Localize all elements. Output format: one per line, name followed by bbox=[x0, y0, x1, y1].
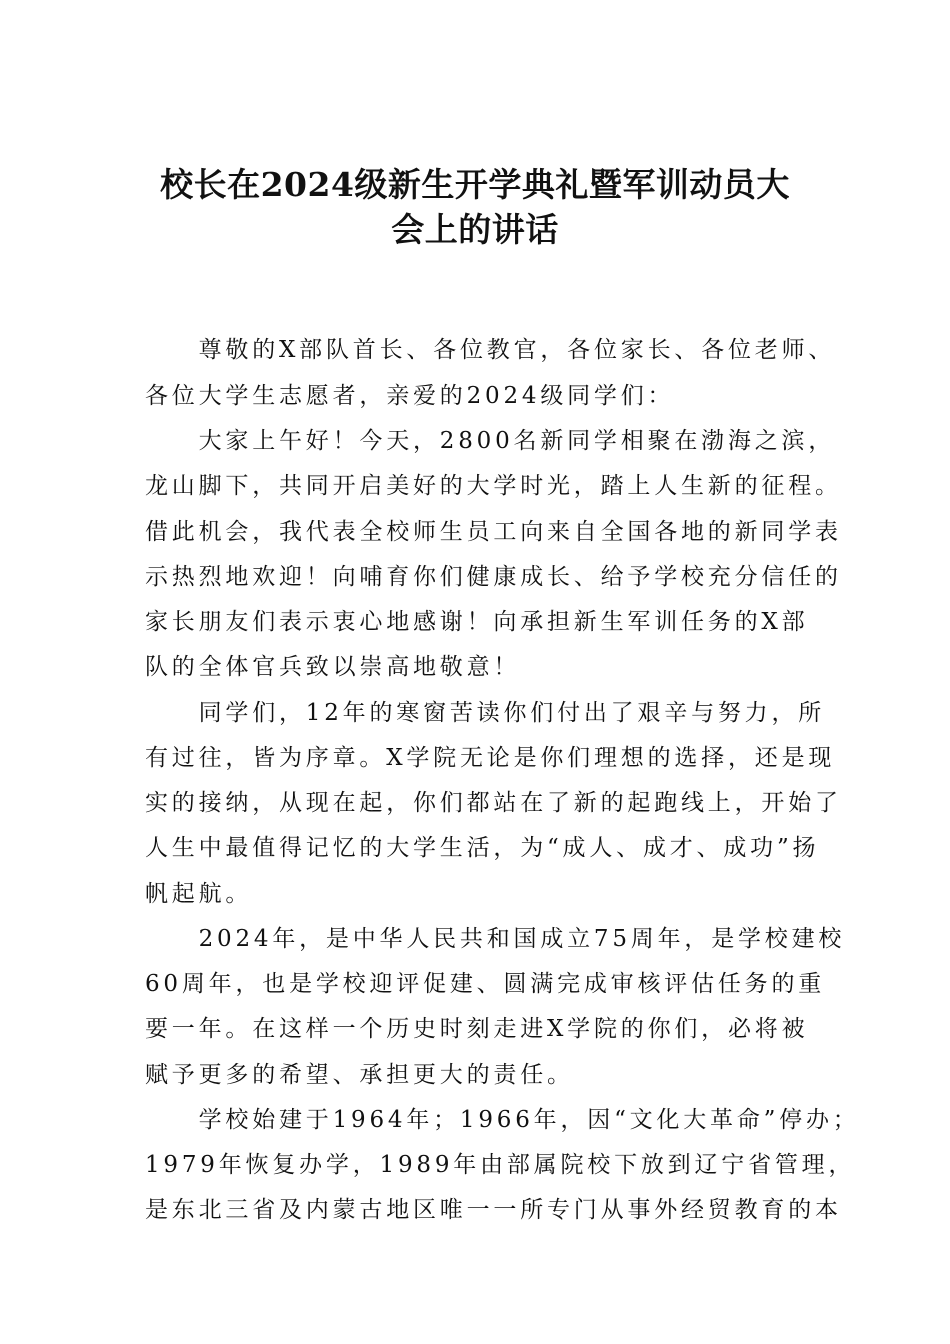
body-line: 家长朋友们表示衷心地感谢！向承担新生军训任务的X部 bbox=[145, 609, 809, 635]
body-line: 要一年。在这样一个历史时刻走进X学院的你们，必将被 bbox=[145, 1016, 809, 1042]
body-line: 各位大学生志愿者，亲爱的2024级同学们： bbox=[145, 383, 675, 409]
document-title-line-2: 会上的讲话 bbox=[391, 210, 559, 249]
body-line: 人生中最值得记忆的大学生活，为“成人、成才、成功”扬 bbox=[145, 835, 820, 861]
body-line: 学校始建于1964年；1966年，因“文化大革命”停办； bbox=[145, 1107, 860, 1133]
body-line: 帆起航。 bbox=[145, 881, 253, 907]
body-line: 借此机会，我代表全校师生员工向来自全国各地的新同学表 bbox=[145, 519, 842, 545]
document-title-line-1: 校长在2024级新生开学典礼暨军训动员大 bbox=[160, 165, 790, 204]
body-line: 龙山脚下，共同开启美好的大学时光，踏上人生新的征程。 bbox=[145, 473, 842, 499]
body-line: 实的接纳，从现在起，你们都站在了新的起跑线上，开始了 bbox=[145, 790, 842, 816]
body-line: 尊敬的X部队首长、各位教官，各位家长、各位老师、 bbox=[145, 337, 836, 363]
body-line: 同学们，12年的寒窗苦读你们付出了艰辛与努力，所 bbox=[145, 700, 826, 726]
body-line: 是东北三省及内蒙古地区唯一一所专门从事外经贸教育的本 bbox=[145, 1197, 842, 1223]
body-line: 大家上午好！今天，2800名新同学相聚在渤海之滨， bbox=[145, 428, 836, 454]
body-line: 1979年恢复办学，1989年由部属院校下放到辽宁省管理， bbox=[145, 1152, 856, 1178]
body-line: 有过往，皆为序章。X学院无论是你们理想的选择，还是现 bbox=[145, 745, 836, 771]
body-line: 赋予更多的希望、承担更大的责任。 bbox=[145, 1062, 574, 1088]
body-line: 60周年，也是学校迎评促建、圆满完成审核评估任务的重 bbox=[145, 971, 826, 997]
body-line: 示热烈地欢迎！向哺育你们健康成长、给予学校充分信任的 bbox=[145, 564, 842, 590]
body-line: 队的全体官兵致以崇高地敬意！ bbox=[145, 654, 521, 680]
body-line: 2024年，是中华人民共和国成立75周年，是学校建校 bbox=[145, 926, 846, 952]
